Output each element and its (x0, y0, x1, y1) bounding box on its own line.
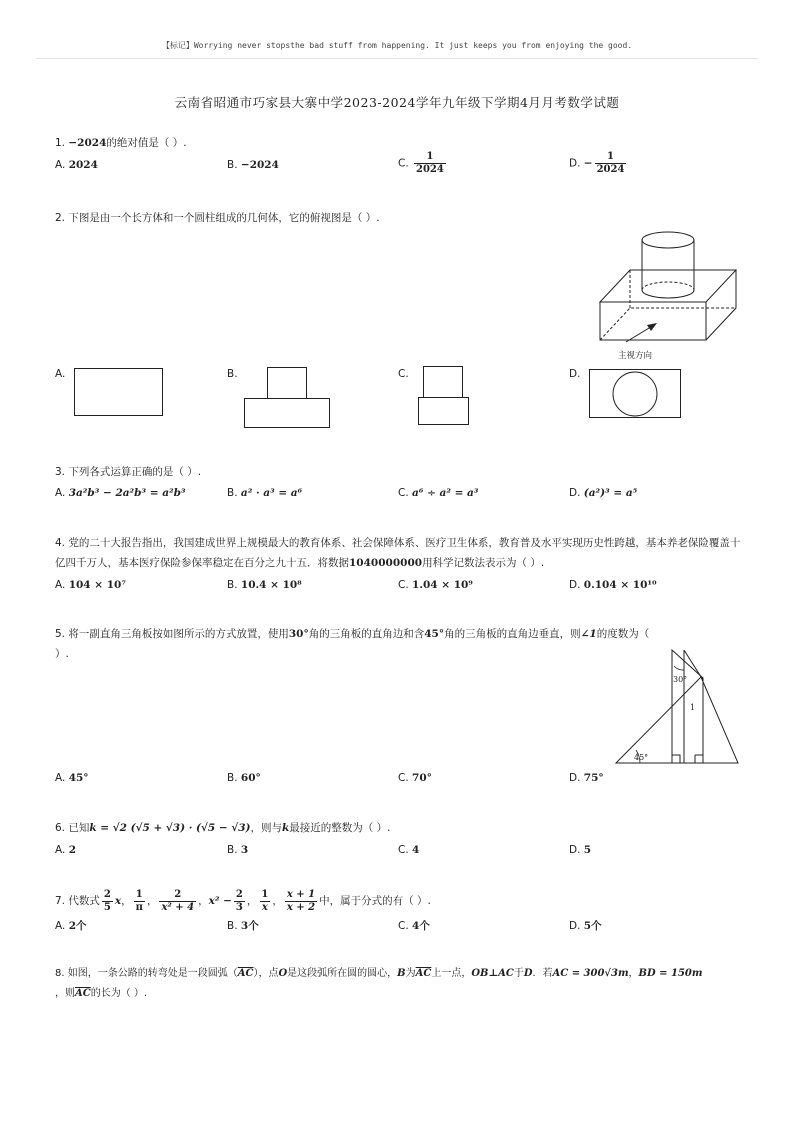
question-3-option-a[interactable]: A. 3a²b³ − 2a²b³ = a²b³ (55, 487, 186, 499)
option-c-stacked-view (418, 366, 470, 426)
question-5-triangles-figure (612, 650, 742, 766)
question-8-stem: 8. 如图，一条公路的转弯处是一段圆弧$(\overline{AC})$，点O是这段弧所在圆的圆心，B为$\overline{AC}$上一点，OB⊥AC于D．若AC = 300√3m，BD = 150m ，则$\overline{AC}$的长为（ ）. (55, 968, 703, 999)
question-7-option-c[interactable]: C. 4个 (398, 920, 430, 932)
question-3-option-d[interactable]: D. (a²)³ = a⁵ (569, 487, 638, 499)
question-3-option-b[interactable]: B. a² · a³ = a⁶ (227, 487, 303, 499)
question-2-stem: 2. 下图是由一个长方体和一个圆柱组成的几何体，它的俯视图是（ ）. (55, 212, 380, 224)
question-5-option-c[interactable]: C. 70° (398, 772, 432, 784)
question-1-option-d[interactable]: D. − $\frac{1}{2024}$ (569, 151, 625, 175)
question-5-stem: 5. 将一副直角三角板按如图所示的方式放置，使用30°角的三角板的直角边和含45°角的三角板的直角边垂直，则∠1的度数为（ ）. (55, 628, 650, 660)
question-7-option-d[interactable]: D. 5个 (569, 920, 602, 932)
direction-label: 主视方向 (618, 351, 653, 361)
question-1-option-a[interactable]: A. 2024 (55, 159, 98, 171)
question-7-stem: 7. 代数式 $\frac{2}{5}$ x， $\frac{1}{\pi}$ ， $\frac{2}{\text{x² + 4}}$ ，x² − $\frac{2}{3}$ ， $\frac{1}{x}$ ， $\frac{x + 1}{x + 2}$ 中，属于分式的有（ ）. (55, 888, 431, 913)
question-6-option-b[interactable]: B. 3 (227, 844, 249, 856)
question-4-option-b[interactable]: B. 10.4 × 10⁸ (227, 579, 302, 591)
question-7-option-a[interactable]: A. 2个 (55, 920, 87, 932)
option-b-stacked-view (244, 367, 330, 429)
question-2-option-c[interactable]: C. (398, 368, 409, 380)
option-a-rectangle-view (74, 368, 164, 417)
question-1-stem: 1. −2024的绝对值是（ ）. (55, 137, 187, 149)
question-5-option-a[interactable]: A. 45° (55, 772, 89, 784)
fig-label-angle-1: 1 (690, 703, 696, 712)
question-1-option-c[interactable]: C. $\frac{1}{2024}$ (398, 151, 444, 175)
question-3-option-c[interactable]: C. a⁶ ÷ a² = a³ (398, 487, 479, 499)
question-5-option-b[interactable]: B. 60° (227, 772, 261, 784)
question-7-option-b[interactable]: B. 3个 (227, 920, 259, 932)
header-divider (36, 58, 758, 59)
question-6-option-a[interactable]: A. 2 (55, 844, 76, 856)
question-4-option-d[interactable]: D. 0.104 × 10¹⁰ (569, 579, 657, 591)
question-2-solid-figure (596, 228, 741, 368)
question-3-stem: 3. 下列各式运算正确的是（ ）. (55, 466, 202, 478)
question-2-option-d[interactable]: D. (569, 368, 581, 380)
fig-label-30: 30° (673, 675, 688, 684)
question-2-option-a[interactable]: A. (55, 368, 66, 380)
question-6-option-c[interactable]: C. 4 (398, 844, 420, 856)
fig-label-45: 45° (634, 753, 649, 762)
header-banner: 【标记】Worrying never stopsthe bad stuff from happening. It just keeps you from enjoying the good. (161, 41, 633, 50)
page-title: 云南省昭通市巧家县大寨中学2023-2024学年九年级下学期4月月考数学试题 (174, 95, 620, 110)
question-4-stem: 4. 党的二十大报告指出，我国建成世界上规模最大的教育体系、社会保障体系、医疗卫生体系，教育普及水平实现历史性跨越，基本养老保险覆盖十 亿四千万人，基本医疗保险参保率稳定在百分之九十五．将数据1040000000用科学记数法表示为（ ）. (55, 537, 741, 569)
question-6-option-d[interactable]: D. 5 (569, 844, 592, 856)
question-5-option-d[interactable]: D. 75° (569, 772, 604, 784)
question-1-option-b[interactable]: B. −2024 (227, 159, 279, 171)
question-6-stem: 6. 已知k = √2 (√5 + √3) · (√5 − √3)，则与k最接近的整数为（ ）. (55, 822, 391, 834)
question-4-option-a[interactable]: A. 104 × 10⁷ (55, 579, 126, 591)
option-d-top-view (589, 369, 682, 420)
question-4-option-c[interactable]: C. 1.04 × 10⁹ (398, 579, 473, 591)
question-2-option-b[interactable]: B. (227, 368, 238, 380)
